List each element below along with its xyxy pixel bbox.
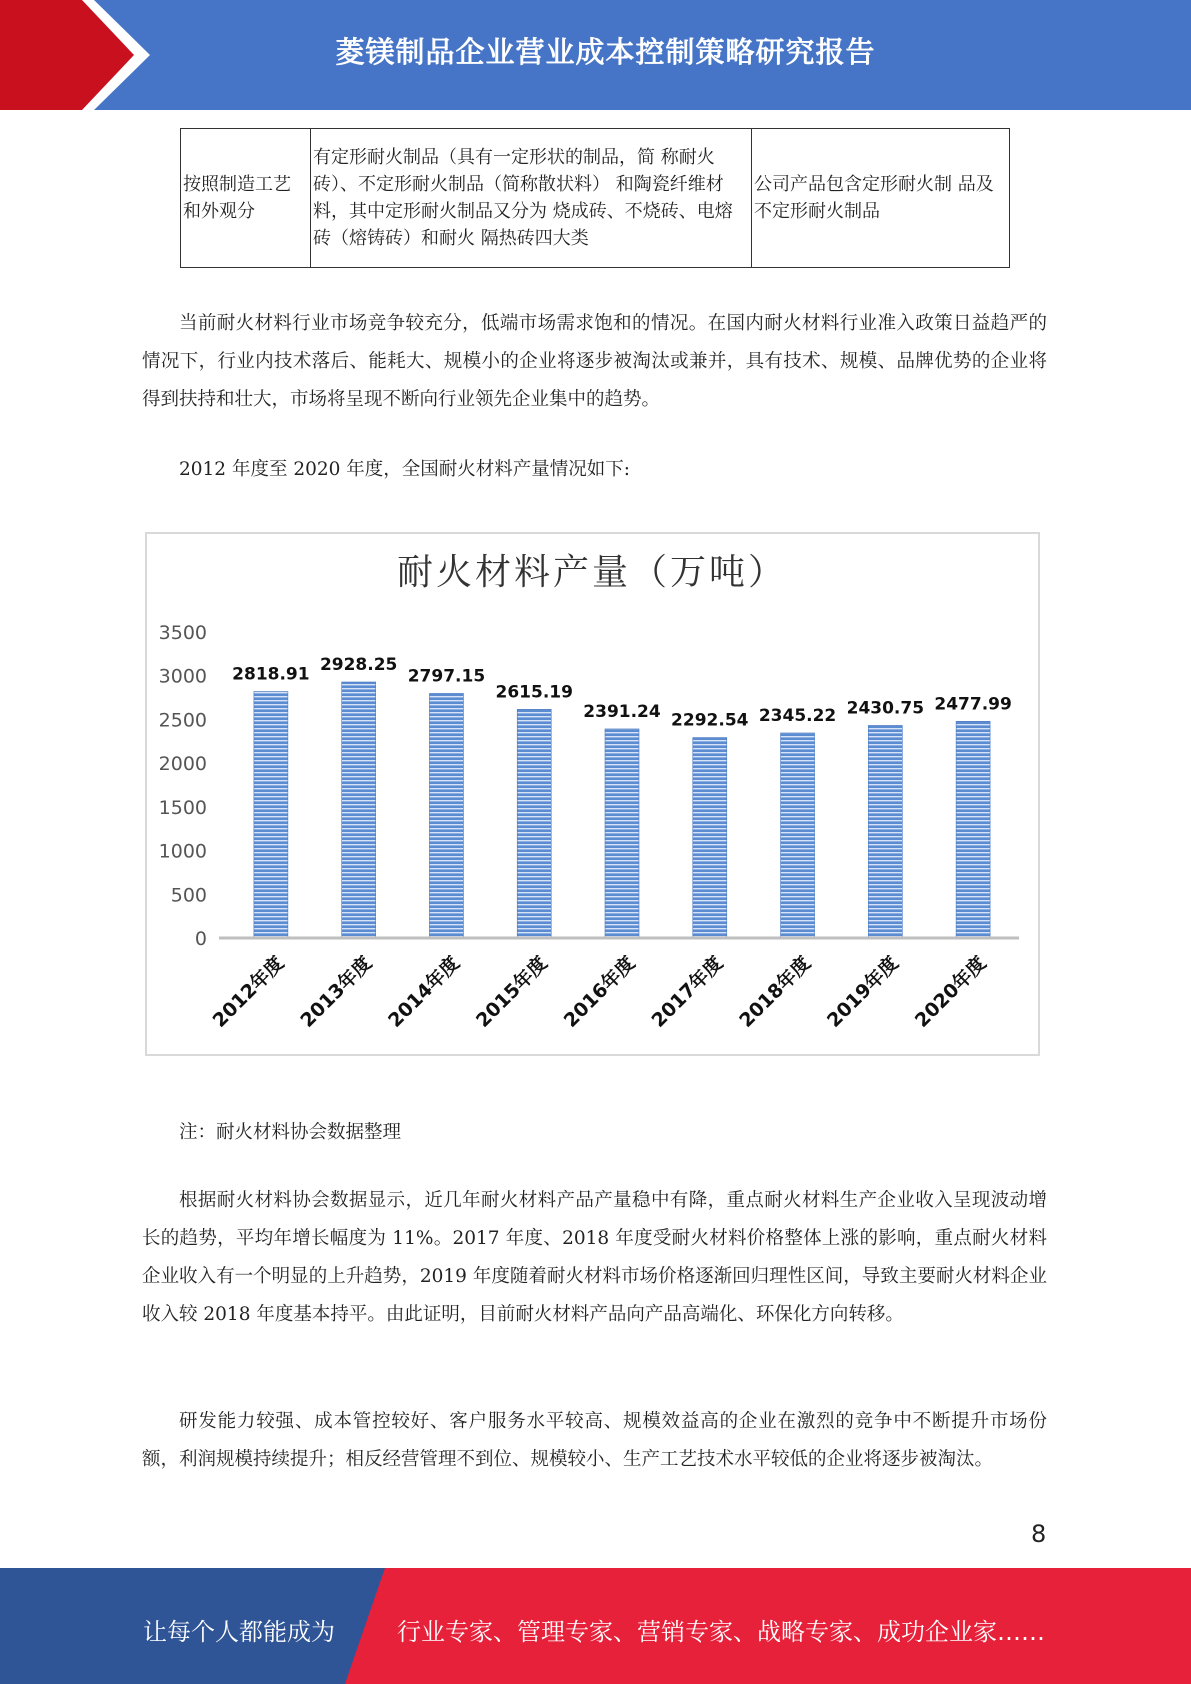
chart-bar	[517, 709, 551, 938]
page-number: 8	[1031, 1520, 1047, 1548]
bar-value-label: 2477.99	[934, 694, 1012, 715]
y-axis-tick-label: 2000	[158, 753, 207, 776]
chart-bar	[868, 725, 902, 938]
bar-value-label: 2391.24	[583, 701, 661, 722]
paragraph-chart-intro: 2012 年度至 2020 年度，全国耐火材料产量情况如下:	[179, 459, 631, 480]
y-axis-tick-label: 500	[170, 884, 207, 907]
x-axis-category-label: 2017年度	[647, 951, 728, 1032]
table-cell-category: 按照制造工艺和外观分	[181, 129, 311, 268]
bar-value-label: 2615.19	[495, 682, 573, 703]
y-axis-tick-label: 2500	[158, 709, 207, 732]
chart-bar	[342, 682, 376, 938]
bar-value-label: 2292.54	[671, 710, 749, 731]
footer-left-text: 让每个人都能成为	[143, 1618, 335, 1646]
paragraph-competitive-outlook: 研发能力较强、成本管控较好、客户服务水平较高、规模效益高的企业在激烈的竞争中不断提升市场份额，利润规模持续提升；相反经营管理不到位、规模较小、生产工艺技术水平较低的企业将逐步被淘汰。	[142, 1411, 1047, 1470]
chart-source-note: 注：耐火材料协会数据整理	[179, 1122, 402, 1143]
x-axis-category-label: 2016年度	[559, 951, 640, 1032]
chart-bar	[254, 692, 288, 938]
footer-right-text: 行业专家、管理专家、营销专家、战略专家、成功企业家……	[397, 1618, 1045, 1646]
y-axis-tick-label: 0	[194, 928, 207, 950]
y-axis-tick-label: 3500	[158, 622, 207, 644]
bar-value-label: 2430.75	[846, 698, 925, 719]
chart-bar	[781, 733, 815, 938]
bar-value-label: 2345.22	[758, 705, 837, 726]
chart-svg	[147, 534, 1038, 1054]
bar-value-label: 2797.15	[407, 666, 486, 687]
x-axis-category-label: 2012年度	[208, 951, 289, 1032]
x-axis-category-label: 2018年度	[735, 951, 816, 1032]
paragraph-industry-analysis: 根据耐火材料协会数据显示，近几年耐火材料产品产量稳中有降，重点耐火材料生产企业收入呈现波动增长的趋势，平均年增长幅度为 11%。2017 年度、2018 年度受耐火材料价格整体上涨的影响，重点耐火材料企业收入有一个明显的上升趋势，2019 年度随着耐火材料市场价格逐渐回归理性区间，导致主要耐火材料企业收入较 2018 年度基本持平。由此证明，目前耐火材料产品向产品高端化、环保化方向转移。	[142, 1190, 1047, 1325]
paragraph-market-competition: 当前耐火材料行业市场竞争较充分，低端市场需求饱和的情况。在国内耐火材料行业准入政策日益趋严的情况下，行业内技术落后、能耗大、规模小的企业将逐步被淘汰或兼并，具有技术、规模、品牌优势的企业将得到扶持和壮大，市场将呈现不断向行业领先企业集中的趋势。	[142, 313, 1047, 410]
chart-title: 耐火材料产量（万吨）	[396, 552, 788, 593]
bar-value-label: 2818.91	[232, 664, 310, 685]
x-axis-category-label: 2020年度	[910, 951, 991, 1032]
x-axis-category-label: 2019年度	[823, 951, 903, 1032]
chart-bar	[693, 738, 727, 938]
x-axis-category-label: 2015年度	[471, 951, 552, 1032]
classification-table	[180, 128, 1010, 268]
y-axis-tick-label: 3000	[158, 665, 207, 688]
header-title: 菱镁制品企业营业成本控制策略研究报告	[335, 35, 876, 69]
chart-bar	[429, 693, 463, 938]
chart-bar	[605, 729, 639, 938]
production-bar-chart	[145, 532, 1040, 1056]
x-axis-category-label: 2014年度	[384, 951, 464, 1032]
chart-bar	[956, 721, 990, 938]
table-row	[181, 129, 1010, 268]
table-cell-company: 公司产品包含定形耐火制 品及不定形耐火制品	[752, 129, 1010, 268]
y-axis-tick-label: 1500	[158, 796, 207, 819]
bar-value-label: 2928.25	[319, 654, 398, 675]
table-cell-description: 有定形耐火制品（具有一定形状的制品，简 称耐火砖）、不定形耐火制品（简称散状料） 和陶瓷纤维材料，其中定形耐火制品又分为 烧成砖、不烧砖、电熔砖（熔铸砖）和耐火 隔热砖四大类	[311, 129, 752, 268]
y-axis-tick-label: 1000	[158, 840, 207, 863]
x-axis-category-label: 2013年度	[296, 951, 377, 1032]
